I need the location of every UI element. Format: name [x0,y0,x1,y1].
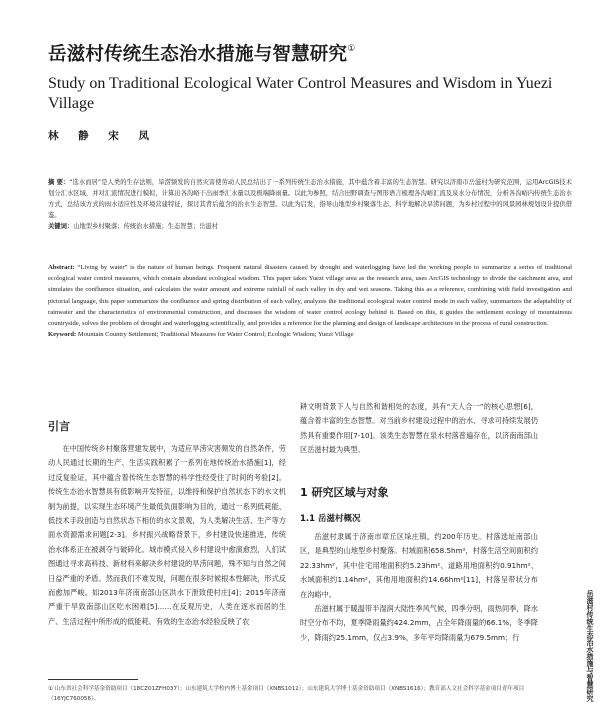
keywords-cn: 山地型乡村聚落；传统治水措施；生态智慧；岳滋村 [73,223,219,230]
intro-paragraph: 在中国传统乡村聚落营建发展中，为适应旱涝灾害频发的自然条件，劳动人民通过长期的生产、生活实践积累了一系列在地传统治水措施[1]，经过反复验证，其中蕴含着传统生态智慧的科学性经受住了时间的考验[2]。传统生态治水智慧具有低影响开发特征，以维持和保护自然状态下的水文机制为前提，以实现生态环境产生最低负面影响为目的，通过一系列低耗能、低技术手段创造与自然状态下相仿的水文景观，为人类解决生活、生产等方面水资源需求问题[2-3]。乡村振兴战略背景下，乡村建设快速推进，传统治水体系正在被剥夺与破碎化。城市模式侵入乡村建设中愈演愈烈，人们试图通过寻求高科技、新材料来解决乡村建设的旱涝问题，殊不知与自然之间日益严重的矛盾。然而我们不难发现，问题在很多时候根本性解决，形式反而愈加严峻。如2013年济南南部山区洪水下泄致使村庄[4]；2015年济南严重干旱致南部山区吃水困难[5]……在反观历史，人类在逐水而居的生产、生活过程中所形成的低能耗、有效的生态治水经验反映了农 [48,444,286,626]
paper-title-cn: 岳滋村传统生态治水措施与智慧研究① [48,44,356,65]
footnote-rule [48,679,138,680]
keywords-en: Mountain Country Settlement; Traditional Measures for Water Control; Ecologic Wisdom; Yuezi Village [77,331,354,339]
footnote: ① 山东省社会科学基金资助项目（18CZ01ZFH037）；山东建筑大学校内博士基金项目（XNBS1012）；山东建筑大学博士基金资助项目（XNBS1616）；教育部人文社会科学基金项目青年项目（16YJC760056）。 [48,686,525,702]
keywords-en-label: Keyword: [48,331,77,339]
abstract-cn-label: 摘 要： [48,179,70,186]
paper-title-en: Study on Traditional Ecological Water Control Measures and Wisdom in Yuezi Village [48,75,553,112]
intro-heading: 引言 [48,420,70,433]
section-1-heading: 1 研究区域与对象 [300,486,389,499]
abstract-cn [48,177,572,232]
right-column-body [300,530,538,645]
keywords-cn-label: 关键词： [48,223,74,230]
section-1-1-heading: 1.1 岳滋村概况 [300,514,361,524]
right-column-top [300,400,538,458]
abstract-en-label: Abstract: [48,264,75,271]
abstract-en-text: “Living by water” is the nature of human beings. Frequent natural disasters caused by drought and waterlogging have led the working people to summarize a series of traditional ecological water control measures, which contain abundant ecological wisdom. This paper takes Yuezi village area as the research area, uses ArcGIS technology to divide the catchment area, and simulates the confluence situation, and calculates the water amount and extreme rainfall of each valley in dry and wet seasons. Taking this as a reference, combining with field investigation and pictorial language, this paper summarizes the confluence and spring distribution of each valley, analyzes the traditional ecological water control mode in each valley, summarizes the adaptability of rainwater and the characteristics of environmental construction, and discusses the wisdom of water control ecology behind it. Based on this, it guides the settlement ecology of mountainous countryside, solves the problem of drought and waterlogging scientifically, and provides a reference for the planning and design of landscape architecture in the process of rural construction. [48,264,573,328]
side-running-title: 岳滋村传统生态治水措施与智慧研究 [586,590,594,702]
authors: 林 静 宋 凤 [48,130,157,142]
section-1-1-paragraph-2: 岳滋村属于暖温带半湿润大陆性季风气候，四季分明，雨热同季，降水时空分布不均，夏季降雨量约424.2mm，占全年降雨量的66.1%，冬季降少，降雨约25.1mm，仅占3.9%，多年平均降雨量为679.5mm；行 [300,604,538,642]
intro-continued-paragraph: 耕文明背景下人与自然和谐相处的态度，具有“天人合一”的核心思想[6]，蕴含着丰富的生态智慧。对当前乡村建设过程中的治水、寻求可持续发展仍然具有重要作用[7-10]。该类生态智慧在泉水村落普遍存在，以济南南部山区岳滋村最为典型。 [300,402,538,455]
section-1-1-paragraph-1: 岳滋村隶属于济南市章丘区垛庄镇，约200年历史。村落选址南部山区，是典型的山地型乡村聚落。村域面积658.5hm²，村落生活空间面积约22.33hm²，其中住宅用地面积约5.23hm²、道路用地面积约0.91hm²、水域面积约1.14hm²，其他用地面积约14.66hm²[11]，村落呈带状分布在沟峪中。 [300,532,538,599]
left-column [48,442,286,629]
abstract-cn-text: “选水而居”是人类的生存法则，旱涝频发的自然灾害使劳动人民总结出了一系列传统生态治水措施，其中蕴含着丰富的生态智慧。研究以济南市岳滋村为研究范围，运用ArcGIS技术划分汇水区域，并对汇流情况进行模拟，计算出各沟峪干出雨季汇水量以及极端降雨量。以此为参照，结合田野调查与图形语言梳理各沟峪汇流及泉水分布情况，分析各沟峪内传统生态治水方式，总结该方式的雨水适应性及环境营建特征，探讨其背后蕴含的治水生态智慧。以此为启发，指导山地型乡村聚落生态、科学地解决旱涝问题，为乡村过程中的风景园林规划设计提供借鉴。 [48,179,572,219]
abstract-en [48,262,572,340]
title-footnote-mark: ① [347,44,356,54]
